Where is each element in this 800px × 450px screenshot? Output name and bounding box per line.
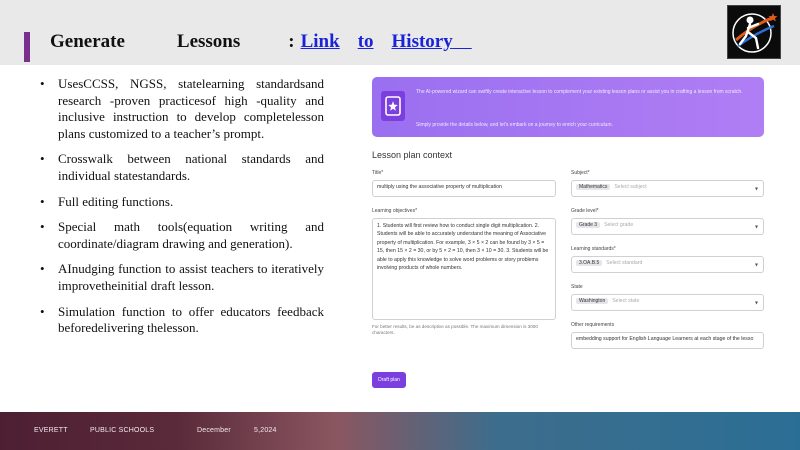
chevron-down-icon[interactable]: ▾ (754, 224, 758, 230)
other-label: Other requirements (571, 322, 615, 328)
grade-placeholder: Select grade (604, 222, 634, 228)
banner-text: The AI-powered wizard can swiftly create interactive lesson to complement your existing lesson plans or assist you in crafting a lesson from scratch. (416, 89, 743, 95)
state-label: State (571, 284, 583, 290)
title-input[interactable]: multiply using the associative property of multiplication (372, 180, 556, 197)
slide-header (0, 0, 800, 65)
slide-footer (0, 412, 800, 450)
accent-bar (24, 32, 30, 62)
standards-select[interactable] (571, 256, 764, 273)
list-item: • UsesCCSS, NGSS, statelearning standardsand research -proven practicesof high -quality and inclusive instruction to develop completelesson plans customized to a teacher’s prompt. (36, 76, 324, 142)
footer-schools: PUBLIC SCHOOLS (90, 427, 155, 434)
list-item: • Special math tools(equation writing and coordinate/diagram drawing and generation). (36, 219, 324, 252)
subject-placeholder: Select subject (614, 184, 647, 190)
list-item: • AInudging function to assist teachers to iteratively improvetheinitial draft lesson. (36, 261, 324, 294)
title-label: Title* (372, 170, 384, 176)
footer-district: EVERETT (34, 427, 68, 434)
title-word-generate: Generate (50, 31, 125, 52)
standards-label: Learning standards* (571, 246, 616, 252)
standards-chip[interactable]: 3.OA.B.5 (576, 260, 602, 266)
history-link[interactable] (301, 31, 472, 53)
draft-plan-button[interactable]: Draft plan (372, 372, 406, 388)
slide-title (50, 28, 472, 56)
list-item: • Crosswalk between national standards and individual statestandards. (36, 151, 324, 184)
list-item: • Full editing functions. (36, 194, 324, 211)
lesson-wizard-panel (366, 72, 770, 402)
subject-label: Subject* (571, 170, 590, 176)
link-word-1: Link (300, 31, 340, 52)
standards-placeholder: Select standard (606, 260, 643, 266)
objectives-textarea[interactable]: 1. Students will first review how to conduct single digit multiplication. 2. Students will be able to accurately understand the meaning of Associative property of multiplication. For example, 3 × 5 × 2 can be found by 3 × 5 = 15, then 15 × 2 = 30, or by 5 × 2 = 10, then 3 × 10 = 30. 3. Students will be able to apply this knowledge to solve word problems or story problems involving products of whole numbers. (372, 218, 556, 320)
state-placeholder: Select state (612, 298, 640, 304)
list-item: • Simulation function to offer educators feedback beforedelivering thelesson. (36, 304, 324, 337)
school-logo-icon (727, 5, 781, 59)
state-select[interactable] (571, 294, 764, 311)
footer-date: 5,2024 (254, 427, 277, 434)
grade-label: Grade level* (571, 208, 599, 214)
state-chip[interactable]: Washington (576, 298, 608, 304)
grade-select[interactable] (571, 218, 764, 235)
feature-list (36, 76, 324, 346)
grade-chip[interactable]: Grade 3 (576, 222, 600, 228)
chevron-down-icon[interactable]: ▾ (754, 186, 758, 192)
chevron-down-icon[interactable]: ▾ (754, 262, 758, 268)
link-word-2: to (357, 31, 374, 52)
banner-subtext: Simply provide the details below, and let's embark on a journey to enrich your curriculum. (416, 122, 613, 128)
objectives-label: Learning objectives* (372, 208, 418, 214)
footer-month: December (197, 427, 231, 434)
title-colon: : (288, 31, 295, 52)
link-word-3: History (391, 31, 453, 52)
subject-select[interactable] (571, 180, 764, 197)
title-word-lessons: Lessons (176, 31, 241, 52)
other-input[interactable]: embedding support for English Language Learners at each stage of the lesso (571, 332, 764, 349)
subject-chip[interactable]: Mathematics (576, 184, 610, 190)
section-title: Lesson plan context (372, 150, 453, 160)
wizard-banner (372, 77, 764, 137)
chevron-down-icon[interactable]: ▾ (754, 300, 758, 306)
objectives-hint: For better results, be as descriptive as possible. The maximum dimension is 3000 characters. (372, 324, 538, 335)
wizard-icon (381, 91, 405, 121)
